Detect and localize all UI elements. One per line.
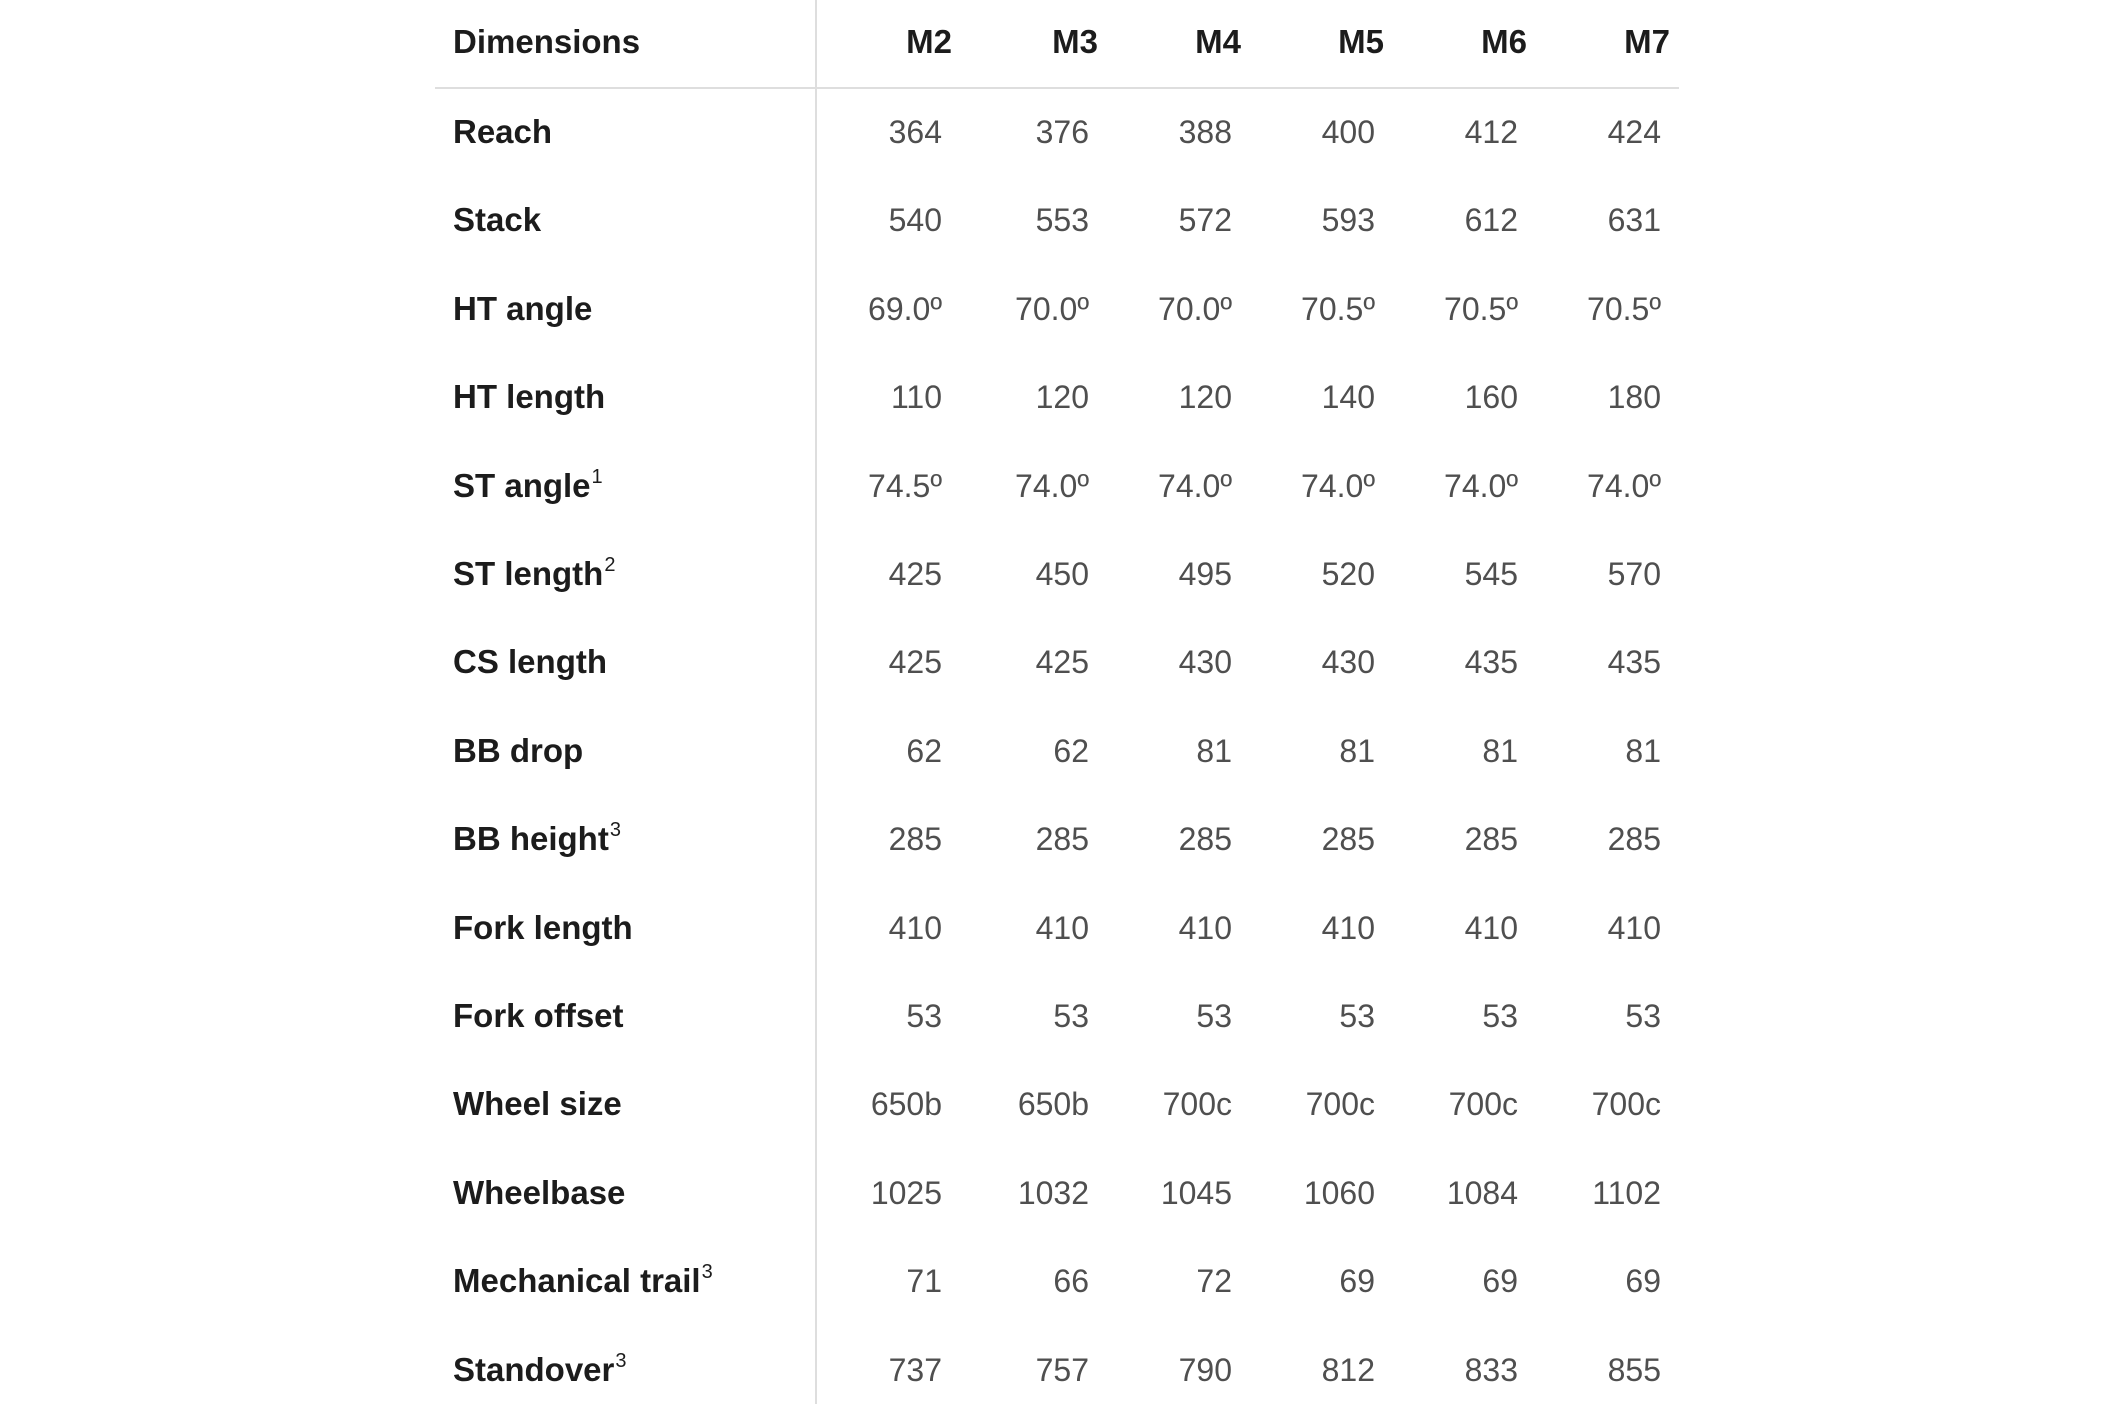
value-cell-m2: 737 [888,1352,942,1388]
value-cell-m7: 81 [1625,733,1661,769]
value-cell-m3: 120 [1035,379,1089,415]
value-cell-m2: 650b [870,1086,942,1122]
value-cell-m7: 700c [1591,1086,1661,1122]
value-cell-m5: 1060 [1303,1175,1375,1211]
value-cell-m4: 790 [1178,1352,1232,1388]
value-cell-m4: 430 [1178,644,1232,680]
row-label-text: BB height [453,820,609,857]
value-cell-m5: 520 [1321,556,1375,592]
value-cell-m2: 53 [906,998,942,1034]
value-cell-m6: 70.5º [1444,291,1518,327]
value-cell-m6: 412 [1464,114,1518,150]
row-label-reach [453,112,552,152]
value-cell-m2: 71 [906,1263,942,1299]
value-cell-m3: 66 [1053,1263,1089,1299]
row-label-bb-drop [453,731,583,771]
row-label-text: HT length [453,378,606,415]
row-label-text: Fork offset [453,997,624,1034]
value-cell-m7: 285 [1607,821,1661,857]
row-label-text: Standover [453,1351,615,1388]
value-cell-m2: 110 [890,379,942,415]
row-label-st-angle [453,466,603,506]
value-cell-m2: 285 [888,821,942,857]
value-cell-m2: 74.5º [868,468,942,504]
value-cell-m5: 410 [1321,910,1375,946]
value-cell-m3: 53 [1053,998,1089,1034]
value-cell-m7: 570 [1607,556,1661,592]
value-cell-m6: 700c [1448,1086,1518,1122]
row-label-text: Mechanical trail [453,1262,701,1299]
value-cell-m5: 81 [1339,733,1375,769]
value-cell-m4: 72 [1196,1263,1232,1299]
value-cell-m6: 285 [1464,821,1518,857]
footnote-marker: 1 [591,466,603,488]
size-header-m6: M6 [1481,23,1527,60]
value-cell-m7: 424 [1607,114,1661,150]
row-label-wheelbase [453,1173,625,1213]
value-cell-m4: 572 [1178,202,1232,238]
value-cell-m2: 410 [888,910,942,946]
row-label-text: BB drop [453,732,584,769]
value-cell-m7: 70.5º [1587,291,1661,327]
value-cell-m4: 74.0º [1158,468,1232,504]
footnote-marker: 3 [701,1261,713,1283]
value-cell-m3: 1032 [1017,1175,1089,1211]
row-label-wheel-size [453,1084,622,1124]
value-cell-m4: 81 [1196,733,1232,769]
row-label-text: Fork length [453,909,633,946]
size-header-m7: M7 [1624,23,1670,60]
geometry-table [435,0,1679,1404]
row-label-st-length [453,554,615,594]
size-header-m2: M2 [906,23,952,60]
size-header-m4: M4 [1195,23,1241,60]
value-cell-m6: 612 [1464,202,1518,238]
value-cell-m7: 410 [1607,910,1661,946]
size-header-m3: M3 [1052,23,1098,60]
table-header-row [435,0,1679,89]
value-cell-m6: 1084 [1446,1175,1518,1211]
row-label-bb-height [453,819,621,859]
value-cell-m7: 69 [1625,1263,1661,1299]
value-cell-m4: 120 [1178,379,1232,415]
value-cell-m2: 69.0º [868,291,942,327]
row-label-cs-length [453,642,607,682]
value-cell-m4: 495 [1178,556,1232,592]
row-label-fork-length [453,908,633,948]
row-label-ht-length [453,377,605,417]
value-cell-m6: 81 [1482,733,1518,769]
value-cell-m2: 425 [888,644,942,680]
value-cell-m4: 700c [1162,1086,1232,1122]
row-label-stack [453,200,541,240]
value-cell-m5: 812 [1321,1352,1375,1388]
row-label-text: HT angle [453,290,593,327]
row-label-mechanical-trail [453,1261,713,1301]
row-label-text: ST length [453,555,604,592]
value-cell-m4: 70.0º [1158,291,1232,327]
value-cell-m2: 540 [888,202,942,238]
value-cell-m5: 53 [1339,998,1375,1034]
value-cell-m5: 400 [1321,114,1375,150]
value-cell-m2: 1025 [870,1175,942,1211]
row-label-text: Wheel size [453,1085,622,1122]
value-cell-m5: 430 [1321,644,1375,680]
value-cell-m7: 74.0º [1587,468,1661,504]
value-cell-m4: 1045 [1160,1175,1232,1211]
value-cell-m4: 410 [1178,910,1232,946]
value-cell-m5: 69 [1339,1263,1375,1299]
value-cell-m6: 435 [1464,644,1518,680]
value-cell-m3: 425 [1035,644,1089,680]
row-label-fork-offset [453,996,624,1036]
value-cell-m2: 364 [888,114,942,150]
value-cell-m6: 545 [1464,556,1518,592]
dimensions-header: Dimensions [453,23,641,60]
value-cell-m7: 53 [1625,998,1661,1034]
value-cell-m5: 593 [1321,202,1375,238]
value-cell-m3: 650b [1017,1086,1089,1122]
value-cell-m5: 285 [1321,821,1375,857]
row-label-text: Reach [453,113,553,150]
value-cell-m6: 833 [1464,1352,1518,1388]
value-cell-m3: 285 [1035,821,1089,857]
footnote-marker: 3 [609,819,621,841]
value-cell-m7: 855 [1607,1352,1661,1388]
value-cell-m7: 631 [1607,202,1661,238]
value-cell-m5: 700c [1305,1086,1375,1122]
value-cell-m7: 435 [1607,644,1661,680]
value-cell-m5: 74.0º [1301,468,1375,504]
value-cell-m6: 74.0º [1444,468,1518,504]
value-cell-m7: 1102 [1592,1175,1661,1211]
row-label-ht-angle [453,289,592,329]
row-label-text: ST angle [453,467,591,504]
size-header-m5: M5 [1338,23,1384,60]
value-cell-m6: 410 [1464,910,1518,946]
value-cell-m6: 160 [1464,379,1518,415]
row-label-text: Wheelbase [453,1174,626,1211]
value-cell-m2: 62 [906,733,942,769]
value-cell-m3: 553 [1035,202,1089,238]
value-cell-m4: 285 [1178,821,1232,857]
value-cell-m3: 450 [1035,556,1089,592]
footnote-marker: 2 [604,554,616,576]
value-cell-m3: 410 [1035,910,1089,946]
value-cell-m2: 425 [888,556,942,592]
value-cell-m5: 140 [1321,379,1375,415]
value-cell-m3: 376 [1035,114,1089,150]
value-cell-m7: 180 [1607,379,1661,415]
value-cell-m3: 74.0º [1015,468,1089,504]
value-cell-m5: 70.5º [1301,291,1375,327]
value-cell-m4: 388 [1178,114,1232,150]
value-cell-m3: 70.0º [1015,291,1089,327]
row-label-text: CS length [453,643,607,680]
footnote-marker: 3 [615,1350,627,1372]
value-cell-m6: 69 [1482,1263,1518,1299]
value-cell-m3: 757 [1035,1352,1089,1388]
row-label-text: Stack [453,201,542,238]
value-cell-m6: 53 [1482,998,1518,1034]
row-label-standover [453,1350,627,1390]
value-cell-m4: 53 [1196,998,1232,1034]
value-cell-m3: 62 [1053,733,1089,769]
